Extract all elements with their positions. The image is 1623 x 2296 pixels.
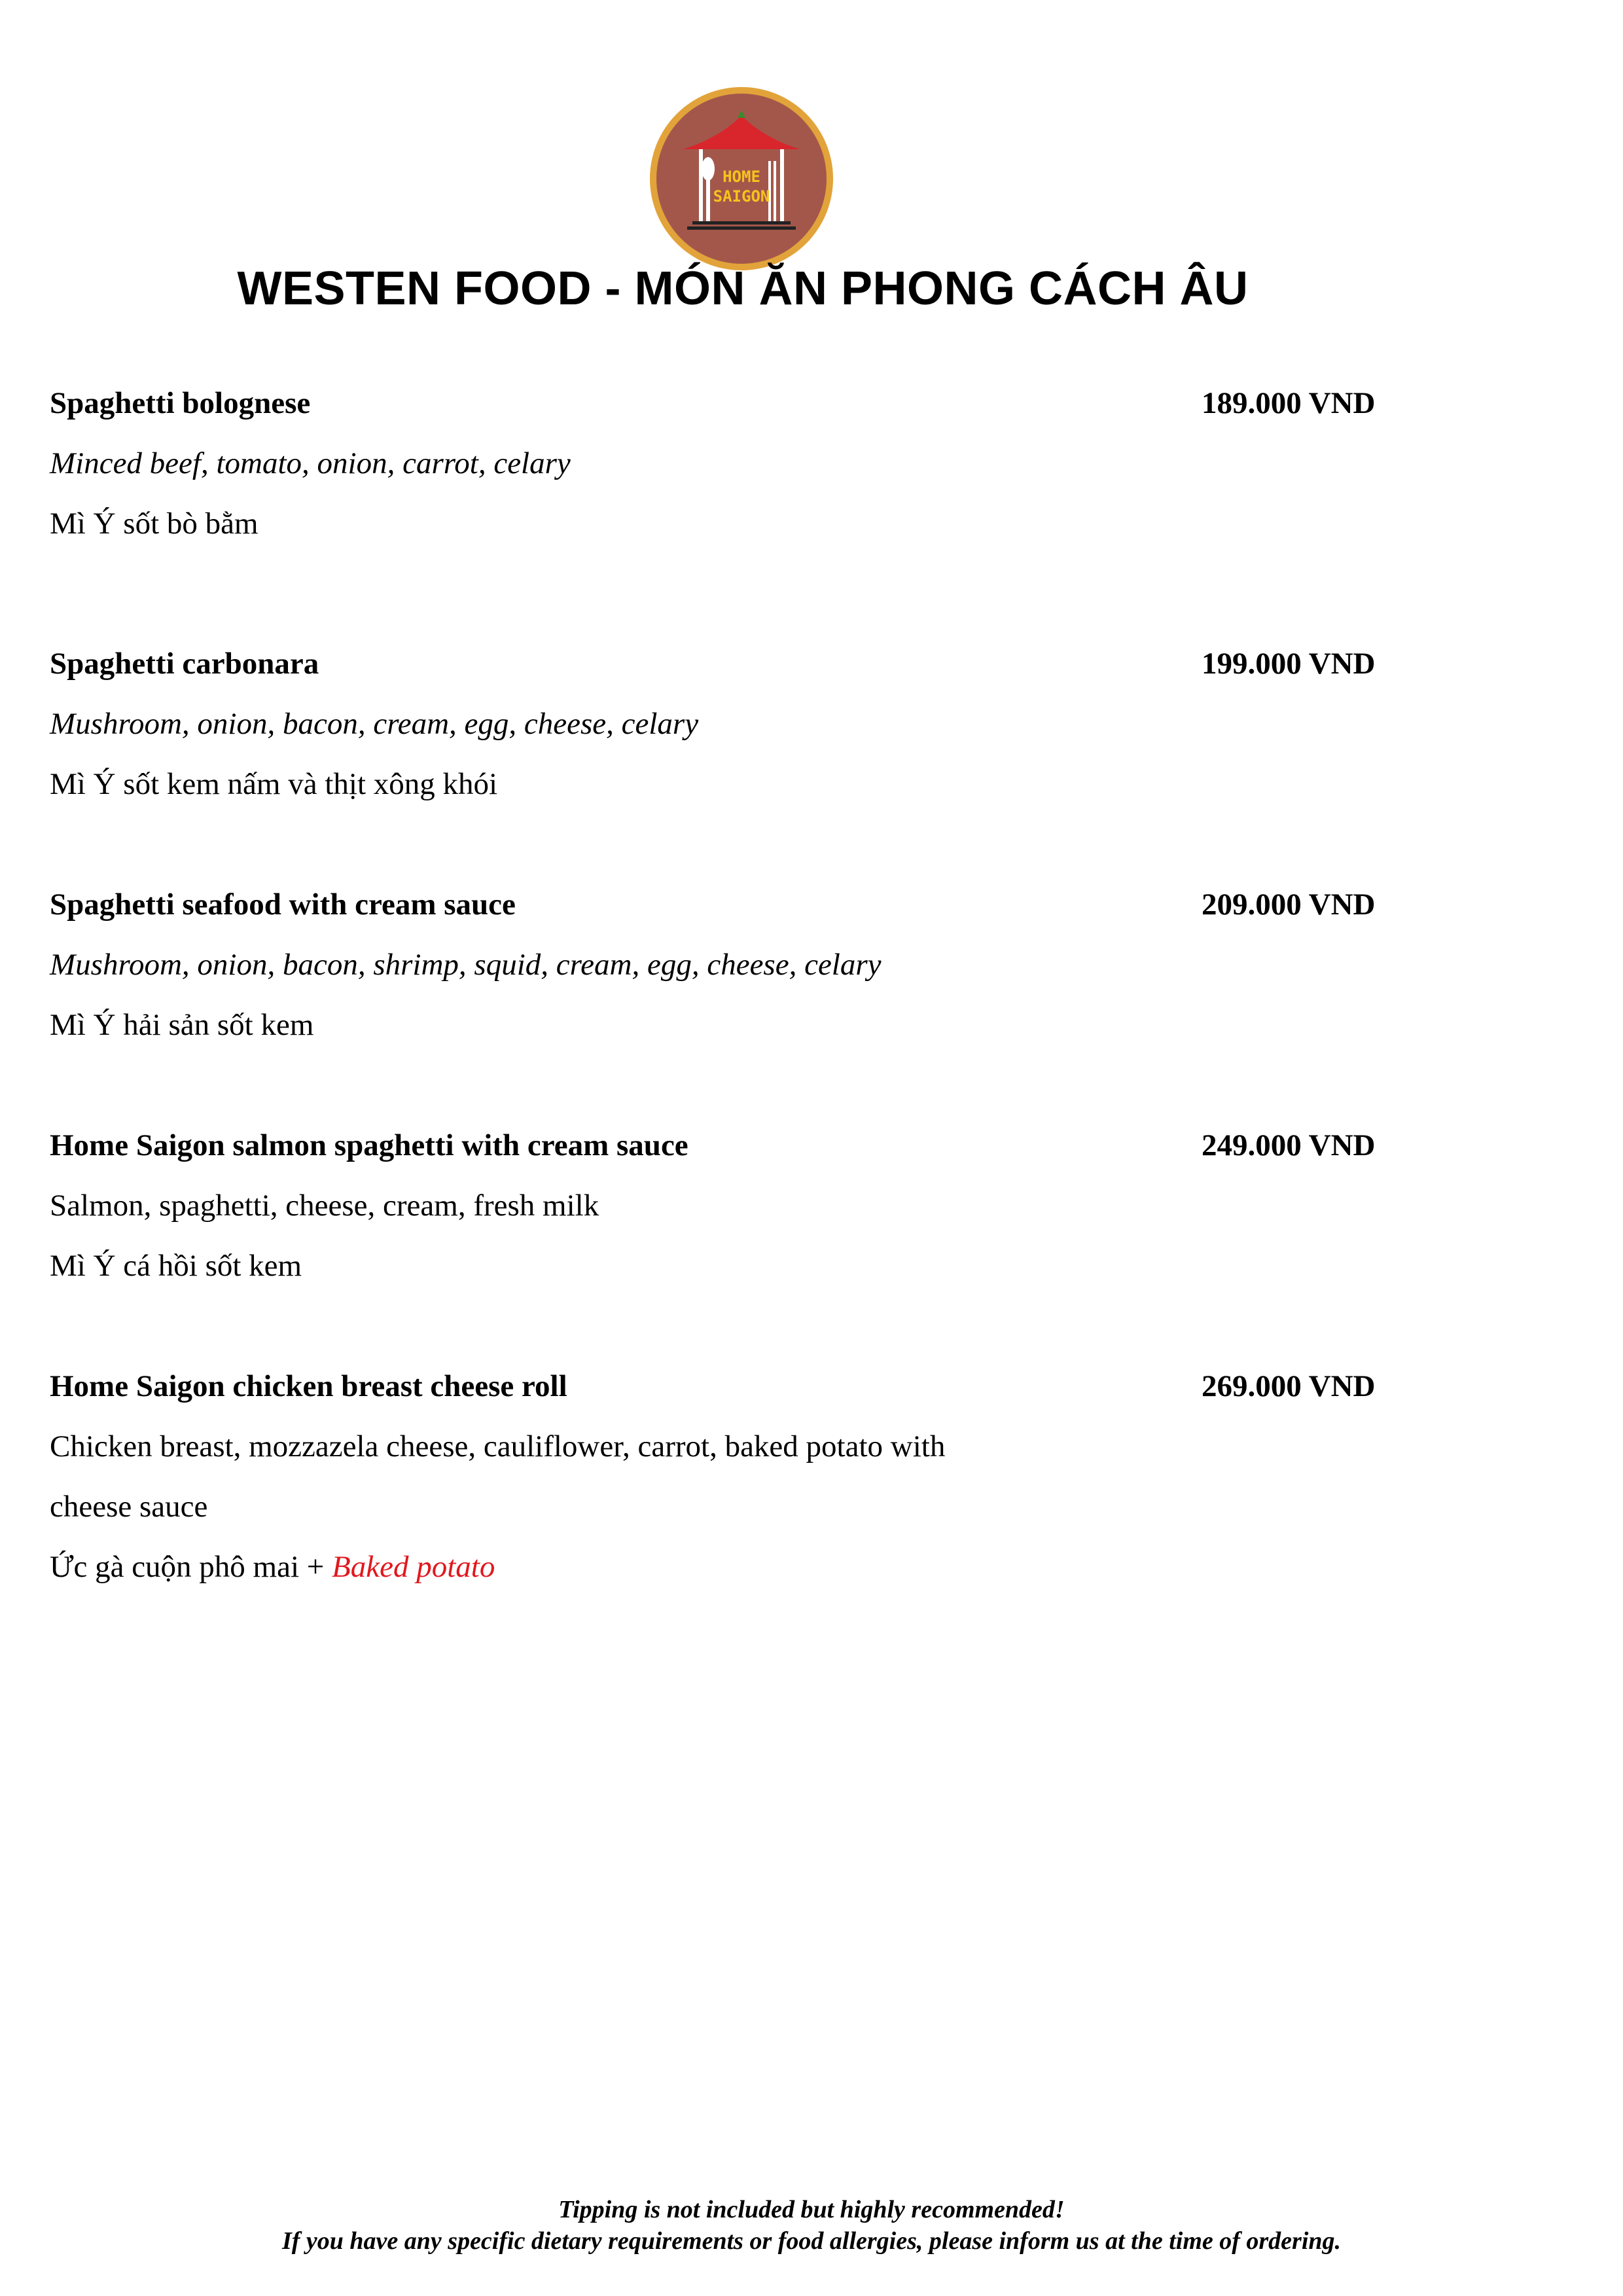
item-name: Spaghetti seafood with cream sauce (50, 888, 516, 922)
footer-tipping-note: Tipping is not included but highly recommended! (558, 2196, 1065, 2223)
home-saigon-logo (647, 84, 836, 274)
item-vietnamese-name: Mì Ý sốt bò bằm (50, 507, 259, 541)
item-description: Minced beef, tomato, onion, carrot, celary (50, 446, 571, 480)
item-name: Home Saigon chicken breast cheese roll (50, 1369, 567, 1403)
menu-item (50, 874, 1398, 1055)
item-vietnamese-name: Mì Ý sốt kem nấm và thịt xông khói (50, 767, 498, 801)
item-price: 199.000 VND (1202, 647, 1376, 681)
logo-text-saigon: SAIGON (713, 187, 770, 206)
item-vietnamese-name: Mì Ý hải sản sốt kem (50, 1008, 314, 1042)
footer-allergy-note: If you have any specific dietary requirements or food allergies, please inform us at the time of ordering. (281, 2227, 1342, 2255)
item-description: Salmon, spaghetti, cheese, cream, fresh milk (50, 1189, 599, 1223)
page-title: WESTEN FOOD - MÓN ĂN PHONG CÁCH ÂU (237, 262, 1249, 315)
item-description: Mushroom, onion, bacon, cream, egg, cheese, celary (50, 707, 699, 741)
item-vietnamese-name: Ức gà cuộn phô mai + (50, 1550, 325, 1584)
item-price: 249.000 VND (1202, 1128, 1376, 1162)
menu-item (50, 634, 1398, 814)
item-name: Spaghetti bolognese (50, 386, 311, 420)
menu-item (50, 1356, 1398, 1597)
item-side-dish: Baked potato (332, 1550, 495, 1584)
item-vietnamese-name: Mì Ý cá hồi sốt kem (50, 1249, 302, 1283)
item-description-line2: cheese sauce (50, 1490, 208, 1524)
menu-item (50, 1115, 1398, 1296)
logo-text-home: HOME (722, 168, 760, 186)
item-price: 209.000 VND (1202, 888, 1376, 922)
item-price: 189.000 VND (1202, 386, 1376, 420)
item-description: Mushroom, onion, bacon, shrimp, squid, cream, egg, cheese, celary (50, 948, 882, 982)
item-name: Spaghetti carbonara (50, 647, 319, 681)
item-name: Home Saigon salmon spaghetti with cream sauce (50, 1128, 688, 1162)
item-description-line1: Chicken breast, mozzazela cheese, cauliflower, carrot, baked potato with (50, 1429, 946, 1463)
menu-item (50, 373, 1398, 554)
item-price: 269.000 VND (1202, 1369, 1376, 1403)
